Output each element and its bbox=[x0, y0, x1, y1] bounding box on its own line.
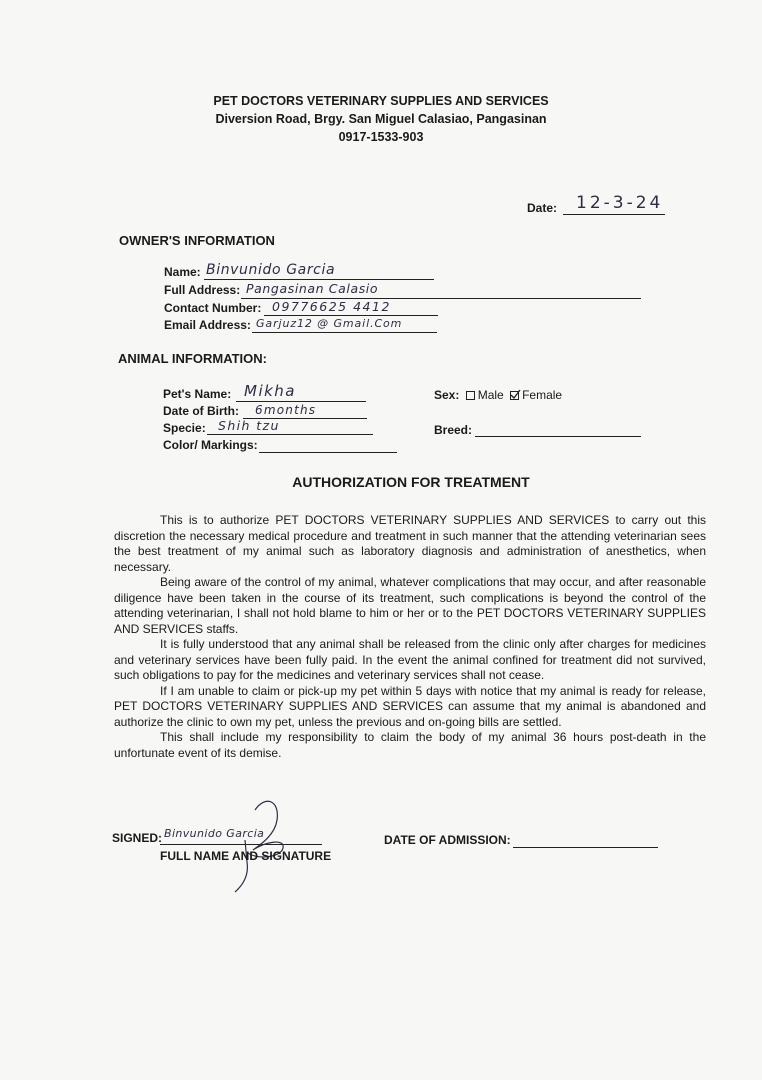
breed-label: Breed: bbox=[434, 423, 473, 437]
clinic-phone: 0917-1533-903 bbox=[338, 130, 424, 144]
specie-value: Shih tzu bbox=[218, 418, 280, 433]
owner-contact-label: Contact Number: bbox=[164, 301, 262, 315]
signed-label: SIGNED: bbox=[112, 831, 163, 845]
specie-label: Specie: bbox=[163, 421, 206, 435]
pet-name-label: Pet's Name: bbox=[163, 387, 232, 401]
color-line bbox=[259, 452, 397, 453]
sex-field bbox=[434, 388, 562, 402]
authorization-paragraph: This is to authorize PET DOCTORS VETERINARY SUPPLIES AND SERVICES to carry out this discretion the necessary medical procedure and treatment in such manner that the attending veterinarian sees the best treatment of my animal such as laboratory diagnosis and administration of anesthetics, when necessary. bbox=[114, 513, 706, 574]
male-checkbox[interactable] bbox=[466, 391, 475, 400]
admission-label: DATE OF ADMISSION: bbox=[384, 833, 511, 847]
signature-name-value: Binvunido Garcia bbox=[164, 827, 265, 840]
female-option-label: Female bbox=[522, 388, 563, 402]
owner-contact-line bbox=[264, 315, 438, 316]
authorization-paragraph: It is fully understood that any animal shall be released from the clinic only after charges for medicines and veterinary services have been fully paid. In the event the animal confined for treatment did not survived, such obligations to pay for the medicines and veterinary services shall not cease. bbox=[114, 637, 706, 682]
dob-label: Date of Birth: bbox=[163, 404, 239, 418]
owner-contact-value: 09776625 4412 bbox=[272, 299, 391, 314]
pet-name-value: Mikha bbox=[244, 382, 296, 400]
color-label: Color/ Markings: bbox=[163, 438, 258, 452]
owner-address-value: Pangasinan Calasio bbox=[246, 281, 379, 296]
clinic-address: Diversion Road, Brgy. San Miguel Calasiao, Pangasinan bbox=[215, 112, 547, 126]
owner-name-value: Binvunido Garcia bbox=[206, 262, 336, 278]
signature-caption: FULL NAME AND SIGNATURE bbox=[160, 849, 332, 863]
date-value: 12-3-24 bbox=[576, 193, 664, 213]
admission-line bbox=[513, 847, 658, 848]
breed-line bbox=[475, 436, 641, 437]
owner-address-label: Full Address: bbox=[164, 283, 241, 297]
date-label: Date: bbox=[527, 201, 558, 215]
authorization-paragraph: This shall include my responsibility to claim the body of my animal 36 hours post-death in the unfortunate event of its demise. bbox=[114, 730, 706, 760]
authorization-paragraph: Being aware of the control of my animal, whatever complications that may occur, and after reasonable diligence have been taken in the course of its treatment, such complications is beyond the control of the attending veterinarian, I shall not hold blame to him or her or to the PET DOCTORS VETERINARY SUPPLIES AND SERVICES staffs. bbox=[114, 575, 706, 636]
authorization-body bbox=[114, 513, 706, 761]
male-option-label: Male bbox=[477, 388, 504, 402]
owner-email-line bbox=[252, 332, 437, 333]
owner-name-line bbox=[204, 279, 434, 280]
owner-section-title: OWNER'S INFORMATION bbox=[119, 233, 275, 248]
owner-email-label: Email Address: bbox=[164, 318, 251, 332]
sex-label: Sex: bbox=[434, 388, 460, 402]
owner-email-value: Garjuz12 @ Gmail.Com bbox=[256, 317, 403, 330]
authorization-title: AUTHORIZATION FOR TREATMENT bbox=[292, 474, 530, 490]
clinic-name: PET DOCTORS VETERINARY SUPPLIES AND SERVICES bbox=[213, 94, 549, 108]
check-mark-icon bbox=[510, 389, 521, 400]
date-line bbox=[563, 214, 665, 215]
pet-name-line bbox=[236, 401, 366, 402]
specie-line bbox=[207, 434, 373, 435]
dob-value: 6months bbox=[255, 403, 317, 417]
authorization-paragraph: If I am unable to claim or pick-up my pet within 5 days with notice that my animal is ready for release, PET DOCTORS VETERINARY SUPPLIES AND SERVICES can assume that my animal is abandoned and authorize the clinic to own my pet, unless the previous and on-going bills are settled. bbox=[114, 683, 706, 729]
female-checkbox[interactable] bbox=[510, 391, 519, 400]
animal-section-title: ANIMAL INFORMATION: bbox=[118, 351, 267, 366]
owner-name-label: Name: bbox=[164, 265, 201, 279]
handwritten-signature-icon bbox=[225, 790, 305, 900]
